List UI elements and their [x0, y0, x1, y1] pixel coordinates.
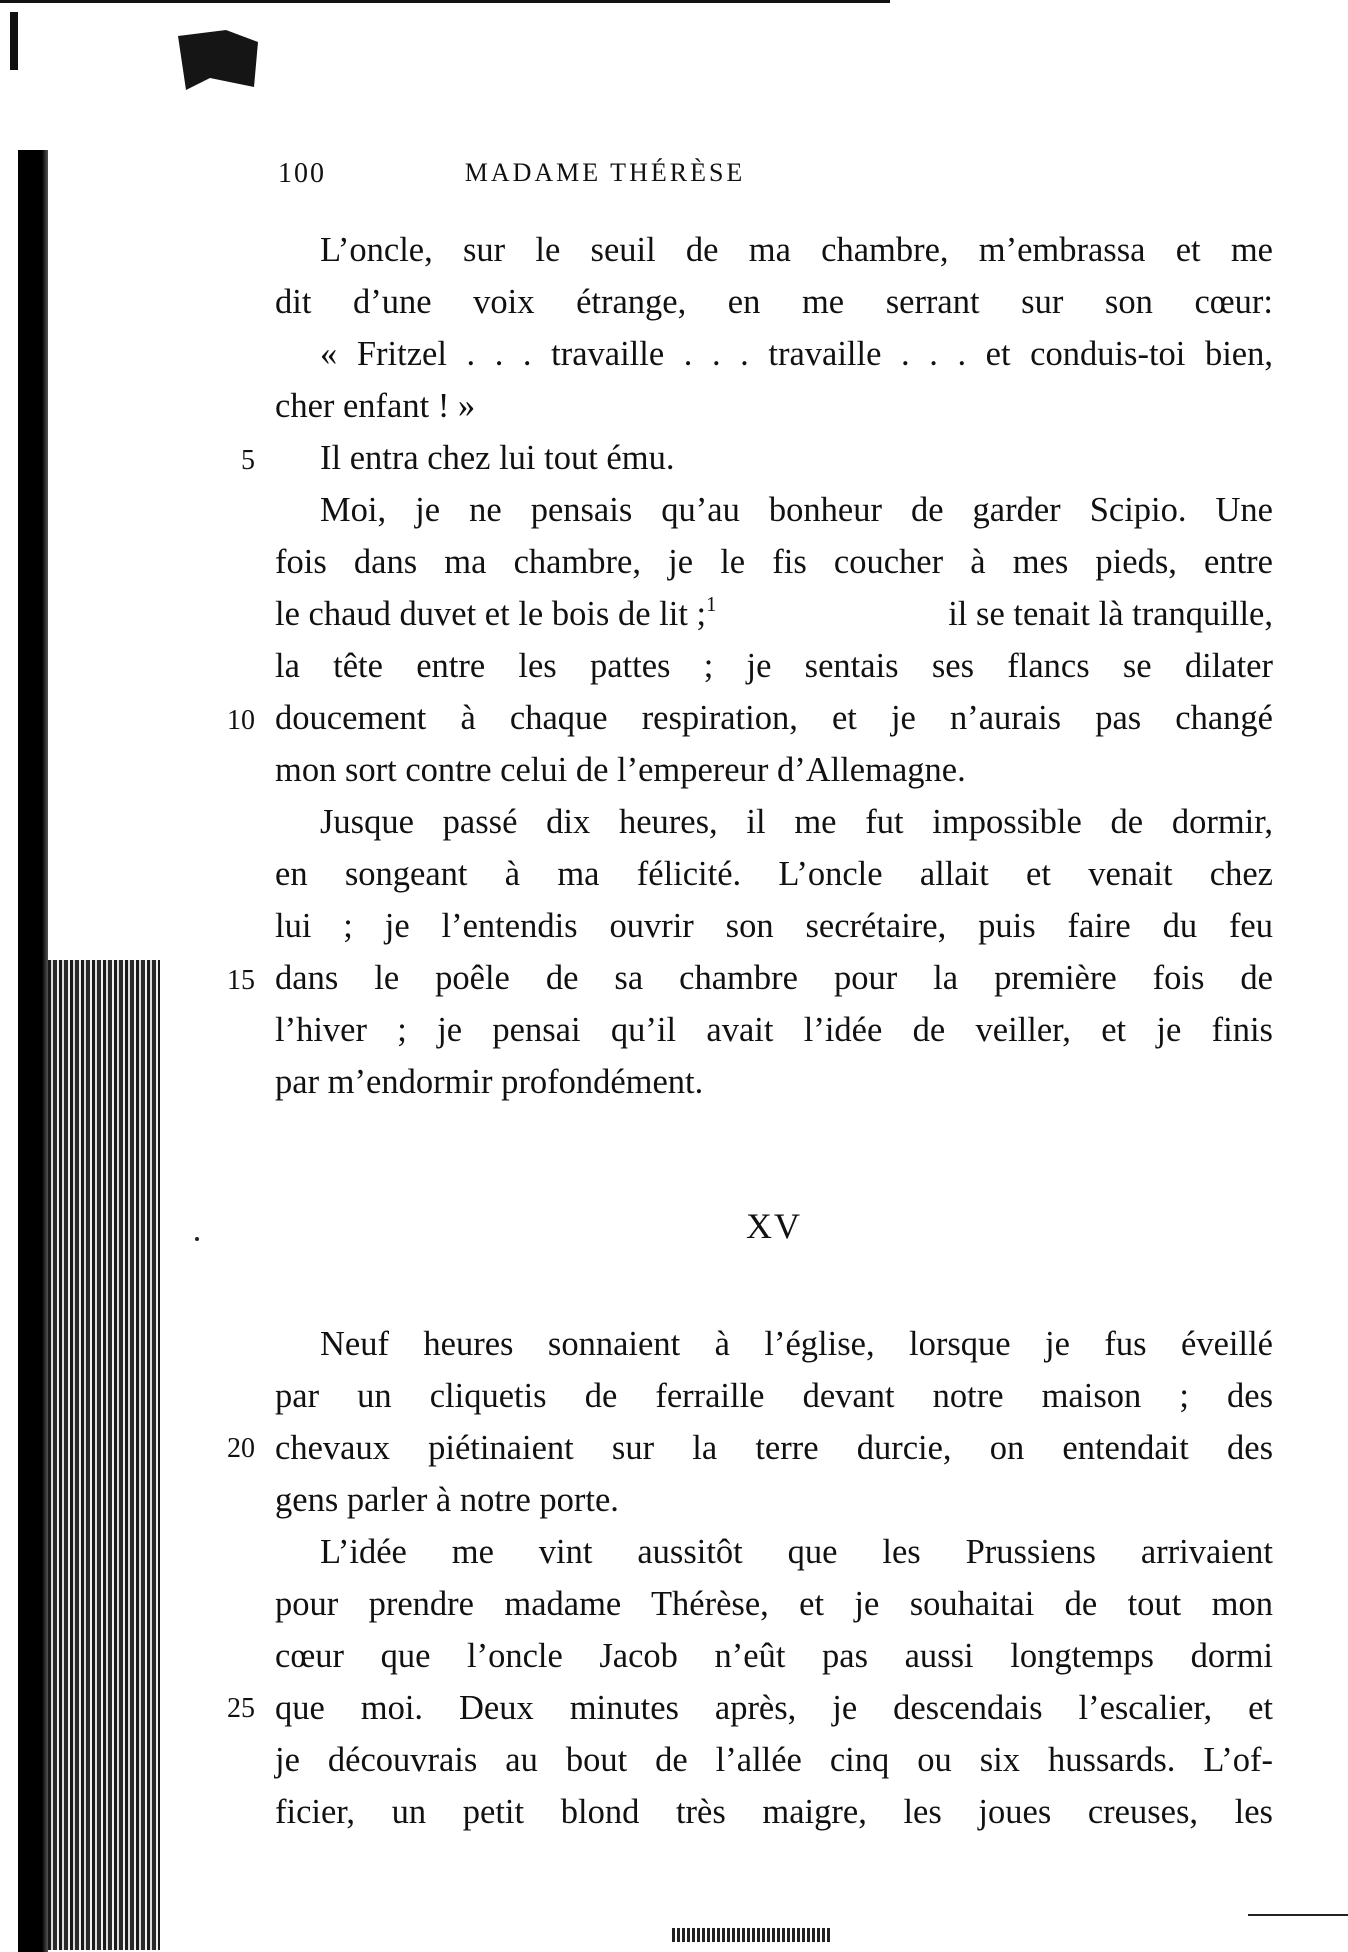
text-line: cher enfant ! »: [275, 387, 476, 425]
scan-binding-shadow: [18, 150, 48, 1952]
text-line: par m’endormir profondément.: [275, 1063, 704, 1101]
scan-corner-mark: [10, 12, 18, 70]
text-line: Neuf heures sonnaient à l’église, lorsque je fus éveillé: [320, 1325, 1273, 1363]
scan-ink-blot: [178, 30, 258, 90]
text-line: Jusque passé dix heures, il me fut impossible de dormir,: [320, 803, 1273, 841]
text-line: « Fritzel . . . travaille . . . travaille . . . et conduis-toi bien,: [320, 335, 1273, 373]
line-number-5: 5: [241, 445, 255, 476]
scan-bottom-smudge: [672, 1928, 832, 1942]
text-line: pour prendre madame Thérèse, et je souhaitai de tout mon: [275, 1585, 1273, 1623]
chapter-heading: XV: [746, 1206, 802, 1246]
line-number-15: 15: [227, 965, 255, 996]
text-line: dit d’une voix étrange, en me serrant sur son cœur:: [275, 283, 1273, 321]
text-line: cœur que l’oncle Jacob n’eût pas aussi longtemps dormi: [275, 1637, 1273, 1675]
scan-bottom-rule: [1248, 1914, 1348, 1916]
text-line: je découvrais au bout de l’allée cinq ou six hussards. L’of-: [275, 1741, 1273, 1779]
line-number-25: 25: [227, 1693, 255, 1724]
text-line: ficier, un petit blond très maigre, les joues creuses, les: [275, 1793, 1273, 1831]
page-number: 100: [278, 158, 326, 189]
text-line: fois dans ma chambre, je le fis coucher à mes pieds, entre: [275, 543, 1273, 581]
text-line: L’idée me vint aussitôt que les Prussiens arrivaient: [320, 1533, 1273, 1571]
text-line: la tête entre les pattes ; je sentais ses flancs se dilater: [275, 647, 1273, 685]
text-line: mon sort contre celui de l’empereur d’Allemagne.: [275, 751, 966, 789]
text-line: en songeant à ma félicité. L’oncle allait et venait chez: [275, 855, 1273, 893]
footnote-ref: 1: [706, 594, 717, 616]
line-number-10: 10: [227, 705, 255, 736]
text-line: Moi, je ne pensais qu’au bonheur de garder Scipio. Une: [320, 491, 1273, 529]
text-line: gens parler à notre porte.: [275, 1481, 619, 1519]
text-line: L’oncle, sur le seuil de ma chambre, m’embrassa et me: [320, 231, 1273, 269]
running-head: [278, 158, 932, 198]
line-number-20: 20: [227, 1433, 255, 1464]
text-line: dans le poêle de sa chambre pour la première fois de: [275, 959, 1273, 997]
text-line: l’hiver ; je pensai qu’il avait l’idée de veiller, et je finis: [275, 1011, 1273, 1049]
text-line: par un cliquetis de ferraille devant notre maison ; des: [275, 1377, 1273, 1415]
text-line: doucement à chaque respiration, et je n’aurais pas changé: [275, 699, 1273, 737]
text-line: lui ; je l’entendis ouvrir son secrétaire, puis faire du feu: [275, 907, 1273, 945]
text-line: chevaux piétinaient sur la terre durcie, on entendait des: [275, 1429, 1273, 1467]
scan-top-rule: [0, 0, 890, 3]
text-line-with-footnote: [275, 588, 1273, 640]
running-title: MADAME THÉRÈSE: [464, 158, 746, 187]
text-line: que moi. Deux minutes après, je descendais l’escalier, et: [275, 1689, 1273, 1727]
text-fragment: le chaud duvet et le bois de lit ;: [275, 595, 707, 633]
text-line: Il entra chez lui tout ému.: [320, 439, 675, 477]
scan-page-edges: [48, 960, 160, 1950]
text-fragment: il se tenait là tranquille,: [948, 595, 1273, 633]
